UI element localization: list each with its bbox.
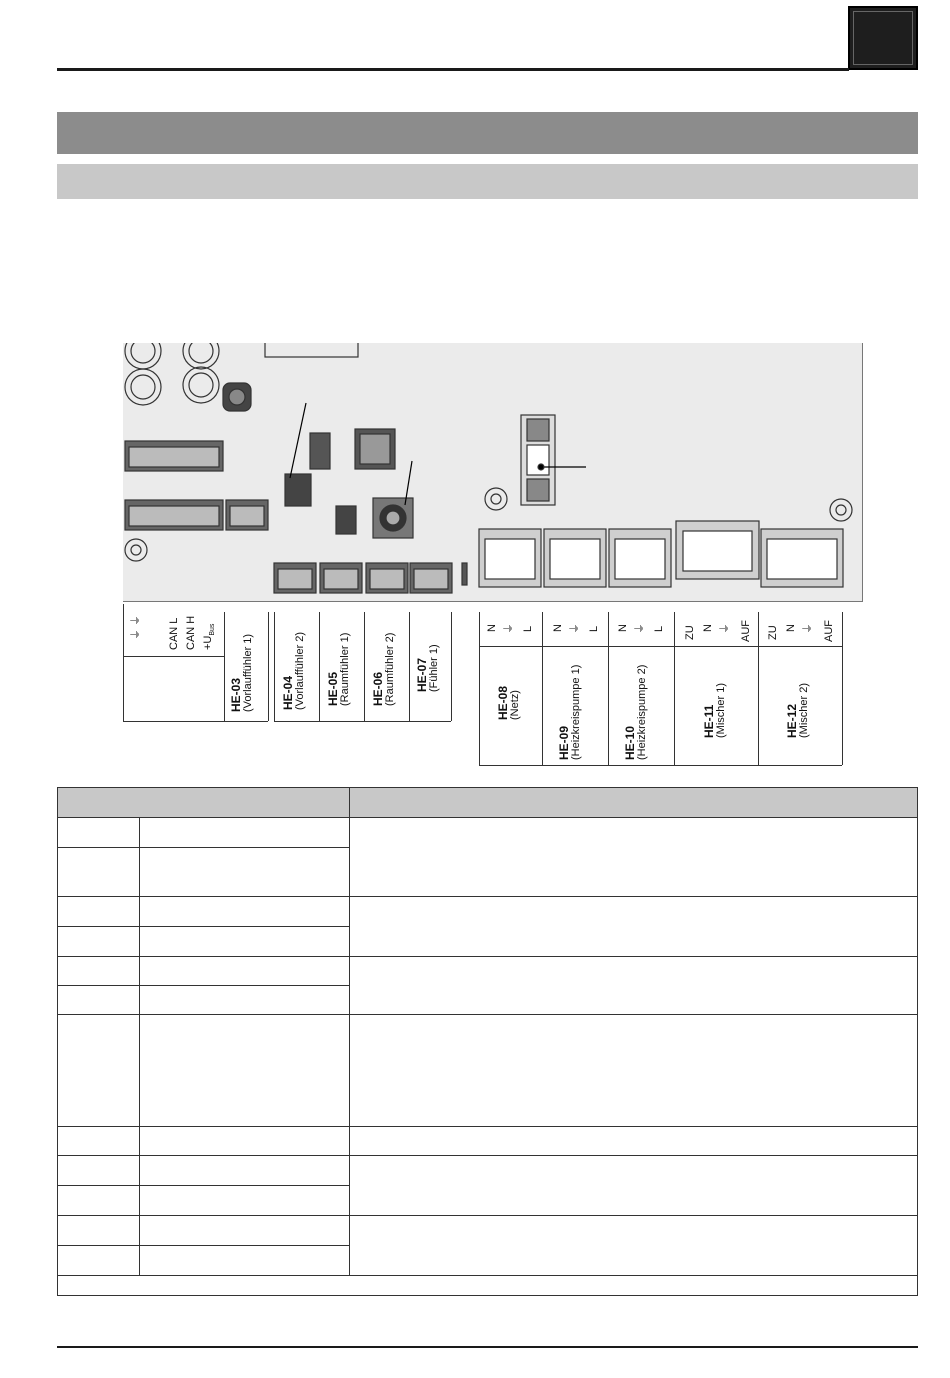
- bottom-rule: [57, 1346, 918, 1348]
- he-08-pin-earth: ⏚: [503, 623, 515, 634]
- he-08-label: HE-08 (Netz): [496, 685, 521, 720]
- he-10-pin-n: N: [617, 624, 629, 632]
- he-08-pin-n: N: [486, 624, 498, 632]
- top-rule: [57, 68, 849, 71]
- he-04-label: HE-04 (Vorlauffühler 2): [281, 631, 306, 710]
- he-03-label: HE-03 (Vorlauffühler 1): [229, 633, 254, 712]
- ubus-pin-label: $+U_{Bus}$: [202, 623, 217, 650]
- he-09-pin-l: L: [588, 625, 600, 632]
- he-09-pin-n: N: [552, 624, 564, 632]
- he-11-label: HE-11 (Mischer 1): [702, 682, 727, 738]
- connection-table: [57, 787, 918, 1296]
- he-08-pin-l: L: [522, 625, 534, 632]
- he-05-label: HE-05 (Raumfühler 1): [326, 632, 351, 706]
- can-h-pin-label: CAN H: [185, 615, 197, 650]
- he-07-label: HE-07 (Fühler 1): [415, 644, 440, 692]
- corner-tab: [848, 6, 918, 70]
- earth-symbol-label: ⏚ ⏚: [130, 614, 142, 640]
- he-09-pin-earth: ⏚: [569, 623, 581, 634]
- can-l-pin-label: CAN L: [168, 617, 180, 650]
- subsection-heading-band: [57, 164, 918, 199]
- section-heading-band: [57, 112, 918, 154]
- he-11-pin-n: N: [702, 624, 714, 632]
- he-10-pin-earth: ⏚: [634, 623, 646, 634]
- he-11-pin-zu: ZU: [684, 625, 696, 640]
- circuit-board-diagram: [123, 343, 863, 602]
- he-12-pin-n: N: [785, 624, 797, 632]
- he-12-pin-zu: ZU: [767, 625, 779, 640]
- he-10-label: HE-10 (Heizkreispumpe 2): [623, 664, 648, 760]
- he-12-label: HE-12 (Mischer 2): [785, 682, 810, 738]
- he-06-label: HE-06 (Raumfühler 2): [371, 632, 396, 706]
- he-11-pin-auf: AUF: [740, 620, 752, 642]
- he-11-pin-earth: ⏚: [719, 623, 731, 634]
- he-12-pin-earth: ⏚: [802, 623, 814, 634]
- he-10-pin-l: L: [653, 625, 665, 632]
- he-09-label: HE-09 (Heizkreispumpe 1): [557, 664, 582, 760]
- he-12-pin-auf: AUF: [823, 620, 835, 642]
